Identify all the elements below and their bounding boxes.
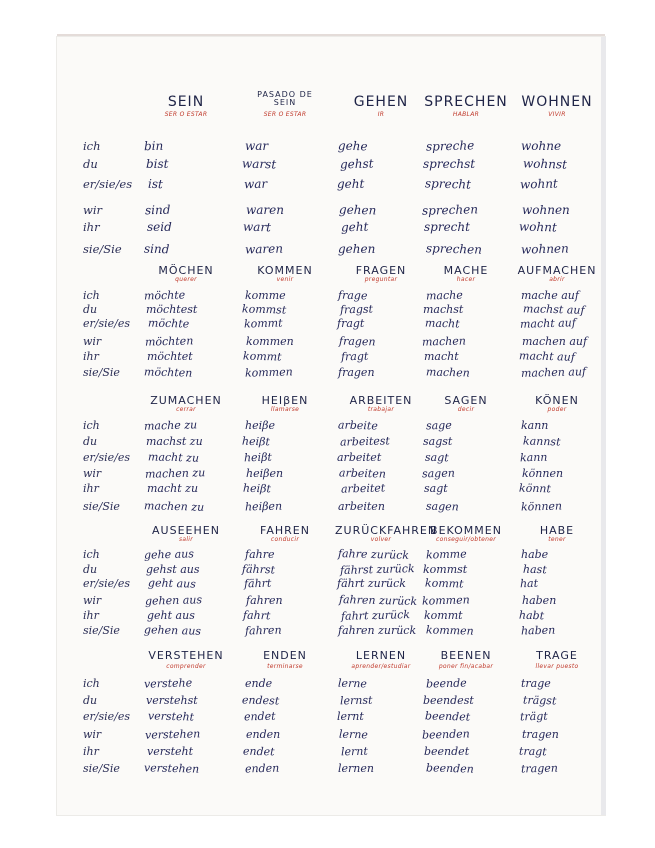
conjugation-cell: war: [245, 139, 269, 153]
verb-translation: conseguir/obtener: [436, 536, 496, 543]
verb-translation: poder: [547, 406, 567, 413]
pronoun-label: wir: [83, 728, 102, 741]
conjugation-cell: möchten: [143, 365, 193, 380]
pronoun-label: ihr: [83, 745, 99, 758]
verb-header: ENDEN: [263, 649, 307, 662]
conjugation-cell: könnt: [518, 481, 552, 496]
conjugation-cell: hast: [522, 562, 547, 577]
conjugation-cell: versteht: [147, 745, 194, 758]
conjugation-cell: bin: [143, 138, 164, 154]
conjugation-cell: endest: [241, 693, 280, 708]
conjugation-cell: kommen: [246, 335, 294, 348]
verb-translation: abrir: [549, 276, 565, 283]
pronoun-label: du: [83, 157, 98, 171]
conjugation-cell: sagt: [424, 482, 448, 495]
pronoun-label: er/sie/es: [83, 451, 131, 464]
conjugation-cell: sind: [143, 241, 170, 257]
conjugation-cell: gehe aus: [143, 547, 195, 562]
conjugation-cell: heiβt: [241, 434, 271, 449]
conjugation-cell: fragen: [338, 334, 376, 349]
conjugation-cell: kommt: [424, 576, 464, 591]
conjugation-cell: beenden: [421, 727, 470, 742]
conjugation-cell: tragen: [520, 761, 559, 776]
verb-block: [80, 265, 600, 415]
verb-header: MACHE: [443, 264, 489, 277]
conjugation-cell: komme: [245, 289, 286, 302]
conjugation-cell: trage: [521, 677, 551, 690]
conjugation-cell: kommt: [242, 349, 282, 364]
conjugation-cell: sagt: [424, 450, 449, 465]
conjugation-cell: sprechen: [425, 241, 483, 257]
verb-header: SAGEN: [444, 394, 488, 407]
conjugation-cell: machen auf: [520, 365, 587, 380]
conjugation-cell: fahrt: [242, 608, 271, 623]
conjugation-cell: fahren: [244, 623, 282, 638]
conjugation-cell: gehst aus: [146, 563, 200, 576]
conjugation-cell: macht auf: [518, 349, 576, 364]
verb-translation: hacer: [456, 276, 476, 283]
conjugation-cell: kommt: [424, 609, 463, 622]
conjugation-cell: komme: [425, 547, 467, 562]
conjugation-cell: beenden: [425, 761, 474, 776]
conjugation-cell: kommt: [243, 316, 283, 331]
conjugation-cell: heiβen: [246, 467, 284, 480]
conjugation-cell: sagen: [421, 466, 456, 481]
conjugation-cell: machst: [423, 303, 464, 316]
conjugation-cell: verstehen: [143, 761, 200, 776]
conjugation-cell: tragt: [518, 744, 547, 759]
verb-header: SEIN: [167, 94, 205, 110]
conjugation-cell: kommen: [425, 623, 474, 638]
conjugation-cell: arbeiten: [338, 466, 387, 481]
conjugation-cell: endet: [243, 709, 276, 724]
conjugation-cell: sprechst: [423, 157, 476, 171]
conjugation-cell: sagen: [425, 499, 460, 514]
pronoun-label: ihr: [83, 350, 99, 363]
verb-block: [80, 395, 600, 545]
conjugation-cell: möchte: [143, 288, 186, 303]
conjugation-cell: ist: [147, 176, 164, 192]
conjugation-cell: verstehst: [146, 694, 198, 707]
conjugation-cell: sage: [425, 418, 452, 433]
pronoun-label: er/sie/es: [83, 710, 131, 723]
conjugation-cell: enden: [244, 761, 280, 776]
verb-header: FRAGEN: [355, 264, 407, 277]
verb-header: MÖCHEN: [158, 264, 214, 277]
conjugation-cell: sind: [144, 202, 171, 218]
verb-header: BEKOMMEN: [430, 524, 502, 537]
pronoun-label: wir: [83, 203, 103, 217]
verb-translation: querer: [175, 276, 197, 283]
pronoun-label: du: [83, 435, 98, 448]
conjugation-cell: gehe: [337, 138, 368, 154]
conjugation-cell: fährt zurück: [337, 577, 406, 590]
conjugation-cell: machen auf: [522, 335, 588, 348]
verb-translation: terminarse: [267, 663, 303, 670]
conjugation-cell: sprecht: [424, 220, 470, 234]
verb-header: HEIβEN: [261, 394, 309, 407]
verb-header: VERSTEHEN: [148, 649, 224, 662]
conjugation-cell: möchtest: [146, 303, 198, 316]
conjugation-cell: möchte: [147, 316, 190, 331]
verb-translation: HABLAR: [452, 111, 480, 118]
conjugation-cell: kann: [519, 450, 548, 465]
conjugation-cell: waren: [246, 203, 284, 217]
verb-header: HABE: [539, 524, 575, 537]
conjugation-cell: macht auf: [519, 316, 577, 331]
pronoun-label: ich: [83, 419, 100, 432]
verb-translation: decir: [457, 406, 475, 413]
conjugation-cell: lernst: [339, 693, 373, 708]
verb-translation: llevar puesto: [535, 663, 579, 670]
conjugation-cell: enden: [246, 728, 281, 741]
verb-translation: aprender/estudiar: [351, 663, 411, 670]
conjugation-cell: bist: [146, 157, 169, 171]
conjugation-cell: haben: [522, 594, 557, 607]
pronoun-label: ich: [83, 289, 100, 302]
conjugation-cell: heiβt: [242, 481, 272, 496]
conjugation-cell: fahre zurück: [337, 547, 410, 562]
pronoun-label: wir: [83, 594, 102, 607]
pronoun-label: sie/Sie: [83, 762, 120, 775]
conjugation-cell: können: [522, 467, 564, 480]
conjugation-cell: arbeiten: [338, 500, 385, 513]
conjugation-cell: geht: [337, 177, 365, 191]
conjugation-cell: machen: [421, 334, 466, 349]
verb-header: BEENEN: [440, 649, 492, 662]
conjugation-cell: fahren: [246, 594, 283, 607]
conjugation-cell: gehen aus: [143, 623, 202, 638]
verb-translation: IR: [377, 111, 385, 118]
verb-header: GEHEN: [353, 94, 409, 110]
pronoun-label: sie/Sie: [83, 366, 120, 379]
conjugation-cell: gehen aus: [144, 593, 203, 608]
verb-header: AUFMACHEN: [517, 264, 597, 277]
conjugation-cell: ende: [245, 677, 273, 690]
conjugation-cell: fahren zurück: [338, 624, 417, 637]
conjugation-cell: waren: [244, 241, 284, 257]
pronoun-label: er/sie/es: [83, 317, 131, 330]
conjugation-cell: macht zu: [147, 450, 200, 465]
conjugation-cell: lernt: [337, 710, 364, 723]
conjugation-cell: wohnen: [520, 241, 569, 257]
conjugation-cell: kommst: [241, 302, 287, 317]
conjugation-cell: fragst: [339, 302, 374, 317]
verb-translation: trabajar: [367, 406, 395, 413]
pronoun-label: ich: [83, 677, 100, 690]
verb-header: TRAGE: [536, 649, 578, 662]
conjugation-cell: wohnst: [522, 156, 568, 172]
conjugation-cell: wohnt: [518, 219, 557, 235]
conjugation-cell: geht aus: [147, 576, 197, 591]
verb-header: ZUMACHEN: [150, 394, 222, 407]
conjugation-cell: gehst: [339, 156, 374, 172]
conjugation-cell: fährst: [241, 562, 276, 577]
conjugation-cell: trägt: [519, 709, 548, 724]
conjugation-cell: war: [243, 176, 268, 192]
pronoun-label: du: [83, 563, 98, 576]
conjugation-cell: heiβt: [243, 450, 273, 465]
pronoun-label: ihr: [83, 609, 99, 622]
verb-translation: poner fin/acabar: [438, 663, 494, 670]
conjugation-cell: trägst: [522, 693, 557, 708]
conjugation-cell: möchtet: [147, 350, 193, 363]
conjugation-cell: arbeitest: [339, 434, 391, 449]
conjugation-cell: seid: [147, 220, 172, 234]
verb-header: ZURÜCKFAHREN: [335, 524, 438, 537]
conjugation-cell: fährt: [243, 576, 272, 591]
conjugation-cell: beendet: [424, 745, 470, 758]
conjugation-cell: beende: [425, 676, 467, 691]
conjugation-cell: machen: [425, 365, 470, 380]
pronoun-label: sie/Sie: [83, 500, 120, 513]
conjugation-cell: sagst: [423, 435, 453, 448]
verb-translation: volver: [370, 536, 392, 543]
conjugation-cell: heiβe: [245, 419, 275, 432]
conjugation-cell: frage: [337, 288, 368, 303]
conjugation-cell: wart: [242, 219, 272, 235]
conjugation-cell: warst: [241, 156, 277, 172]
conjugation-cell: fahrt zurück: [340, 608, 411, 623]
conjugation-cell: mache auf: [521, 289, 579, 302]
conjugation-cell: haben: [520, 623, 556, 638]
verb-header: SPRECHEN: [424, 94, 508, 110]
conjugation-cell: kannst: [522, 434, 561, 449]
conjugation-cell: arbeitet: [337, 451, 382, 464]
conjugation-cell: beendet: [424, 709, 471, 724]
conjugation-cell: versteht: [147, 709, 195, 724]
conjugation-cell: endet: [242, 744, 275, 759]
pronoun-label: er/sie/es: [83, 577, 131, 590]
verb-translation: VIVIR: [548, 111, 566, 118]
conjugation-cell: sprecht: [424, 176, 472, 192]
conjugation-cell: lernt: [340, 744, 368, 759]
conjugation-cell: arbeitet: [340, 481, 386, 496]
conjugation-cell: kommen: [421, 593, 470, 608]
conjugation-cell: geht: [340, 219, 369, 235]
verb-translation: llamarse: [270, 406, 300, 413]
verb-translation: venir: [276, 276, 294, 283]
conjugation-cell: wohnt: [519, 176, 558, 192]
verb-block: [80, 90, 600, 257]
pronoun-label: wir: [83, 467, 102, 480]
conjugation-cell: mache: [425, 288, 463, 303]
conjugation-cell: tragen: [522, 728, 559, 741]
verb-translation: cerrar: [176, 406, 196, 413]
verb-translation: SER O ESTAR: [164, 111, 208, 118]
conjugation-cell: fragt: [337, 317, 365, 330]
pronoun-label: du: [83, 694, 98, 707]
conjugation-cell: mache zu: [143, 418, 198, 433]
verb-translation: SER O ESTAR: [263, 111, 307, 118]
conjugation-cell: möchten: [144, 334, 194, 349]
conjugation-cell: fragt: [340, 349, 369, 364]
conjugation-cell: machst zu: [146, 435, 203, 448]
conjugation-cell: macht zu: [147, 482, 199, 495]
conjugation-cell: habe: [521, 548, 549, 561]
conjugation-cell: habt: [518, 608, 545, 623]
pronoun-label: wir: [83, 335, 102, 348]
conjugation-cell: heiβen: [244, 499, 283, 514]
conjugation-cell: kommen: [244, 365, 293, 380]
conjugation-cell: machen zu: [144, 466, 206, 481]
conjugation-cell: verstehe: [143, 676, 193, 691]
conjugation-cell: wohnen: [522, 203, 570, 217]
verb-header: WOHNEN: [521, 94, 593, 110]
conjugation-cell: hat: [519, 576, 539, 591]
verb-header: PASADO DE SEIN: [257, 90, 313, 107]
conjugation-cell: wohne: [521, 139, 562, 153]
pronoun-label: er/sie/es: [83, 177, 133, 191]
conjugation-cell: können: [520, 499, 563, 514]
conjugation-cell: gehen: [338, 202, 377, 218]
verb-header: FAHREN: [260, 524, 310, 537]
pronoun-label: ihr: [83, 482, 99, 495]
page-edge-right: [601, 37, 606, 815]
pronoun-label: sie/Sie: [83, 624, 120, 637]
conjugation-cell: kann: [521, 419, 549, 432]
conjugation-cell: geht aus: [147, 609, 195, 622]
verb-translation: preguntar: [364, 276, 398, 283]
verb-header: LERNEN: [355, 649, 407, 662]
conjugation-cell: lerne: [338, 727, 369, 742]
conjugation-cell: machen zu: [143, 499, 205, 514]
conjugation-cell: arbeite: [337, 418, 378, 433]
conjugation-cell: fahre: [245, 548, 275, 561]
pronoun-label: ihr: [83, 220, 100, 234]
verb-translation: comprender: [166, 663, 206, 670]
pronoun-label: sie/Sie: [83, 242, 122, 256]
pronoun-label: ich: [83, 139, 101, 153]
conjugation-cell: lerne: [337, 676, 368, 691]
verb-header: AUSEEHEN: [152, 524, 220, 537]
conjugation-cell: kommst: [423, 563, 468, 576]
conjugation-cell: verstehen: [144, 727, 201, 742]
verb-header: KOMMEN: [257, 264, 313, 277]
conjugation-cell: spreche: [425, 138, 475, 154]
conjugation-cell: gehen: [338, 242, 376, 256]
conjugation-cell: beendest: [423, 694, 474, 707]
verb-header: KÖNEN: [535, 394, 579, 407]
conjugation-cell: fragen: [338, 366, 375, 379]
conjugation-cell: sprechen: [421, 202, 479, 218]
conjugation-cell: fährst zurück: [339, 562, 415, 577]
pronoun-label: du: [83, 303, 98, 316]
conjugation-cell: macht: [424, 350, 459, 363]
verb-block: [80, 650, 600, 800]
conjugation-cell: fahren zurück: [338, 592, 418, 609]
verb-translation: salir: [178, 536, 194, 543]
verb-translation: conducir: [270, 536, 300, 543]
verb-header: ARBEITEN: [349, 394, 413, 407]
conjugation-cell: lernen: [338, 762, 374, 775]
pronoun-label: ich: [83, 548, 100, 561]
conjugation-cell: machst auf: [522, 302, 585, 317]
conjugation-cell: macht: [424, 316, 460, 331]
verb-translation: tener: [548, 536, 566, 543]
